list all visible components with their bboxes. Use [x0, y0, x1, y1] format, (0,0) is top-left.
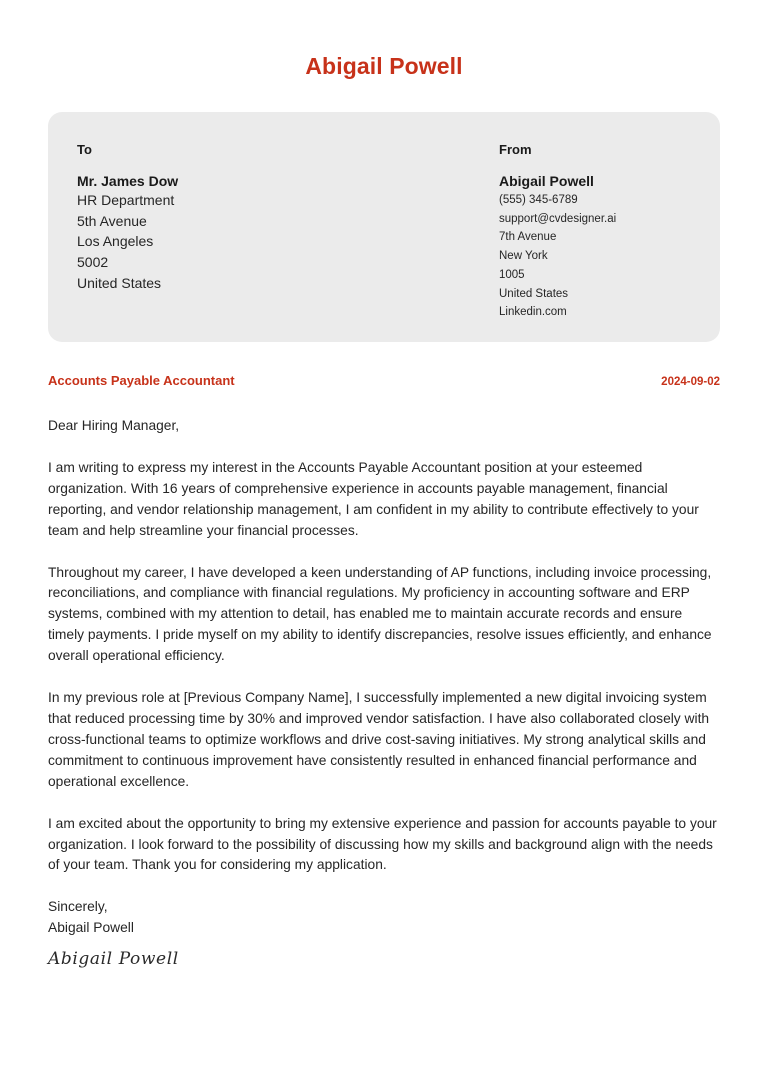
recipient-line: HR Department [77, 192, 175, 208]
address-card [48, 112, 720, 342]
recipient-heading: To [77, 142, 92, 157]
letter-date: 2024-09-02 [661, 376, 720, 388]
body-paragraph: I am writing to express my interest in the Accounts Payable Accountant position at your esteemed organization. With 16 years of comprehensive experience in accounts payable management, financial reporting, and vendor relationship management, I am confident in my ability to contribute effectively to your team and help streamline your financial processes. [48, 459, 699, 538]
letter-meta [48, 373, 720, 390]
recipient-name: Mr. James Dow [77, 173, 179, 189]
sender-phone: (555) 345-6789 [499, 194, 578, 206]
sender-email: support@cvdesigner.ai [499, 212, 617, 225]
sender-heading: From [499, 142, 532, 157]
sender-line: 7th Avenue [499, 231, 557, 244]
body-paragraph: I am excited about the opportunity to bring my extensive experience and passion for accounts payable to your organization. I look forward to the possibility of discussing how my skills and background align with the needs of your team. Thank you for considering my application. [48, 815, 717, 873]
letter-body [48, 416, 720, 970]
sender-website: Linkedin.com [499, 306, 567, 319]
sender-line: New York [499, 250, 548, 263]
closing: Sincerely, [48, 899, 108, 915]
job-title: Accounts Payable Accountant [48, 373, 235, 388]
applicant-name: Abigail Powell [305, 53, 463, 79]
closing-name: Abigail Powell [48, 920, 134, 936]
sender-block [499, 142, 691, 342]
sender-line: 1005 [499, 268, 525, 281]
recipient-line: Los Angeles [77, 233, 154, 250]
sender-line: United States [499, 287, 569, 300]
body-paragraph: In my previous role at [Previous Company Name], I successfully implemented a new digital invoicing system that reduced processing time by 30% and improved vendor satisfaction. I have also collaborated closely with cross-functional teams to optimize workflows and drive cost-saving initiatives. My strong analytical skills and commitment to continuous improvement have consistently resulted in enhanced financial performance and operational excellence. [48, 690, 710, 789]
recipient-line: 5th Avenue [77, 212, 147, 229]
recipient-block [77, 142, 499, 342]
body-paragraph: Throughout my career, I have developed a keen understanding of AP functions, including invoice processing, reconciliations, and compliance with financial regulations. My proficiency in accounting software and ERP systems, combined with my attention to detail, has enabled me to maintain accurate records and ensure timely payments. I pride myself on my ability to identify discrepancies, resolve issues efficiently, and enhance overall operational efficiency. [48, 564, 712, 664]
signature: Abigail Powell [48, 949, 179, 970]
sender-name: Abigail Powell [499, 173, 594, 189]
greeting: Dear Hiring Manager, [48, 418, 180, 433]
recipient-line: United States [77, 274, 162, 291]
recipient-line: 5002 [77, 254, 109, 271]
